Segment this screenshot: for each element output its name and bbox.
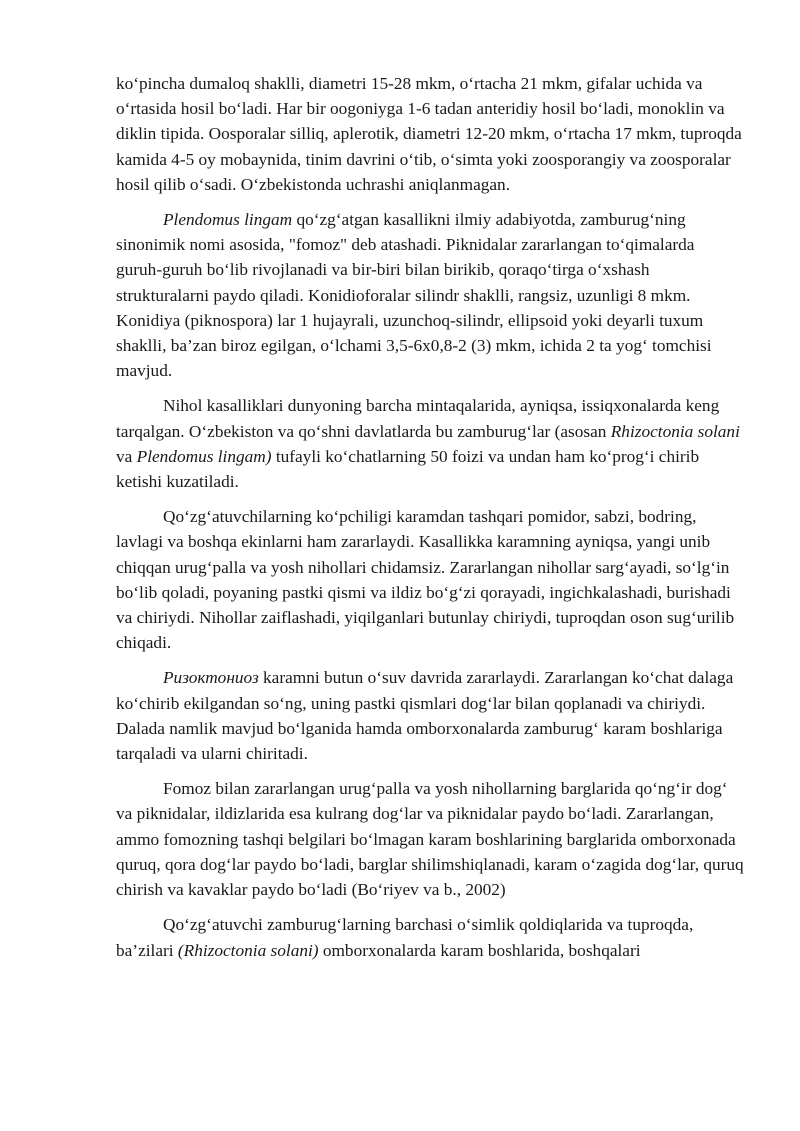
document-page xyxy=(116,71,744,973)
text-run: Fomoz bilan zararlangan urug‘palla va yosh nihollarning barglarida qo‘ng‘ir dog‘ va piknidalar, ildizlarida esa kulrang dog‘lar va piknidalar paydo bo‘ladi. Zararlangan, ammo fomozning tashqi belgilari bo‘lmagan karam boshlarining barglarida omborxonada quruq, qora dog‘lar paydo bo‘ladi, barglar shilimshiqlanadi, karam o‘zagida dog‘lar, quruq chirish va kavaklar paydo bo‘ladi (Bo‘riyev va b., 2002) xyxy=(116,779,744,900)
text-run: Qo‘zg‘atuvchi zamburug‘larning barchasi o‘simlik qoldiqlarida va tuproqda, ba’zilari xyxy=(116,915,694,960)
paragraph-fomoz-symptoms xyxy=(116,776,744,902)
text-run: Qo‘zg‘atuvchilarning ko‘pchiligi karamdan tashqari pomidor, sabzi, bodring, lavlagi va boshqa ekinlarni ham zararlaydi. Kasallikka karamning ayniqsa, yangi unib chiqqan urug‘palla va yosh nihollari chidamsiz. Zararlangan nihollar sarg‘ayadi, so‘lg‘in bo‘lib qoladi, poyaning pastki qismi va ildiz bo‘g‘zi qorayadi, ingichkalashadi, burishadi va chiriydi. Nihollar zaiflashadi, yiqilganlari butunlay chiriydi, tuproqdan oson sug‘urilib chiqadi. xyxy=(116,507,735,653)
paragraph-rhizoctonia xyxy=(116,665,744,766)
species-name: Plendomus lingam) xyxy=(136,446,272,466)
species-name: Rhizoctonia solani xyxy=(610,421,740,441)
text-run: tufayli ko‘chatlarning 50 foizi va undan ham ko‘prog‘i chirib ketishi kuzatiladi. xyxy=(116,446,700,492)
text-run: qo‘zg‘atgan kasallikni ilmiy adabiyotda, zamburug‘ning sinonimik nomi asosida, "fomoz" deb atashadi. Piknidalar zararlangan to‘qimalarda guruh-guruh bo‘lib rivojlanadi va bir-biri bilan birikib, qoraqo‘tirga o‘xshash strukturalarni paydo qiladi. Konidioforalar silindr shaklli, rangsiz, uzunligi 8 mkm. Konidiya (piknospora) lar 1 hujayrali, uzunchoq-silindr, ellipsoid yoki deyarli tuxum shaklli, ba’zan biroz egilgan, o‘lchami 3,5-6x0,8-2 (3) mkm, ichida 2 ta yog‘ tomchisi mavjud. xyxy=(116,210,712,381)
text-run: ko‘pincha dumaloq shaklli, diametri 15-28 mkm, o‘rtacha 21 mkm, gifalar uchida va o‘rtasida hosil bo‘ladi. Har bir oogoniyga 1-6 tadan anteridiy hosil bo‘ladi, monoklin va diklin tipida. Oosporalar silliq, aplerotik, diametri 12-20 mkm, o‘rtacha 17 mkm, tuproqda kamida 4-5 oy mobaynida, tinim davrini o‘tib, o‘simta yoki zoosporangiy va zoosporalar hosil qilib o‘sadi. O‘zbekistonda uchrashi aniqlanmagan. xyxy=(116,74,742,194)
text-run: Nihol kasalliklari dunyoning barcha mintaqalarida, ayniqsa, issiqxonalarda keng tarqalgan. O‘zbekiston va qo‘shni davlatlarda bu zamburug‘lar (asosan xyxy=(116,396,720,441)
paragraph-oospore-description xyxy=(116,71,744,197)
paragraph-pathogen-survival xyxy=(116,912,744,962)
text-run: va xyxy=(116,446,137,466)
disease-name: Ризоктониоз xyxy=(163,668,259,688)
species-name: Plendomus lingam xyxy=(163,210,293,230)
paragraph-plendomus-lingam xyxy=(116,207,744,383)
paragraph-seedling-diseases xyxy=(116,393,744,494)
text-run: omborxonalarda karam boshlarida, boshqalari xyxy=(318,940,641,960)
paragraph-host-crops xyxy=(116,504,744,655)
text-run: karamni butun o‘suv davrida zararlaydi. Zararlangan ko‘chat dalaga ko‘chirib ekilgandan so‘ng, uning pastki qismlari dog‘lar bilan qoplanadi va chiriydi. Dalada namlik mavjud bo‘lganida hamda omborxonalarda zamburug‘ karam boshlariga tarqaladi va ularni chiritadi. xyxy=(116,668,734,764)
species-name: (Rhizoctonia solani) xyxy=(177,940,319,960)
